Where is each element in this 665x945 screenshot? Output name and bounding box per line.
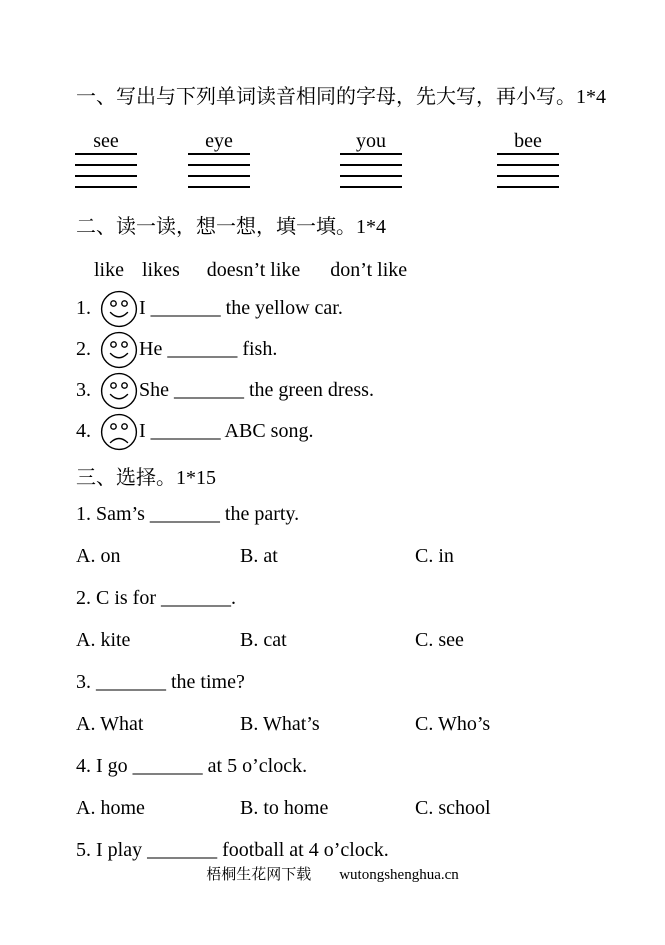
section2-title: 二、读一读，想一想，填一填。1*4 — [76, 216, 386, 238]
smiley-face-icon — [100, 331, 138, 369]
option-a: A. on — [76, 545, 121, 567]
word-block-eye — [188, 130, 250, 188]
question-1-options — [76, 546, 625, 566]
fill-item-2 — [76, 329, 625, 370]
frowny-face-icon — [100, 413, 138, 451]
word-block-you — [340, 130, 402, 188]
fill-item-1 — [76, 288, 625, 329]
word-label: you — [340, 130, 402, 155]
writing-line — [497, 166, 559, 177]
option-c: C. see — [415, 629, 464, 651]
writing-line — [340, 177, 402, 188]
item-sentence: I _______ the yellow car. — [139, 297, 343, 319]
item-number: 4. — [76, 420, 91, 442]
word-block-see — [75, 130, 137, 188]
option-c: C. school — [415, 797, 491, 819]
option-a: A. kite — [76, 629, 131, 651]
option-b: B. What’s — [240, 713, 320, 735]
writing-line — [188, 155, 250, 166]
question-5: 5. I play _______ football at 4 o’clock. — [76, 839, 389, 861]
item-sentence: She _______ the green dress. — [139, 379, 374, 401]
fill-item-3 — [76, 370, 625, 411]
question-3: 3. _______ the time? — [76, 671, 245, 693]
writing-line — [497, 155, 559, 166]
option-a: A. What — [76, 713, 144, 735]
option-c: C. in — [415, 545, 454, 567]
writing-line — [340, 155, 402, 166]
question-2-options — [76, 630, 625, 650]
option-b: B. cat — [240, 629, 287, 651]
question-4-options — [76, 798, 625, 818]
item-number: 1. — [76, 297, 91, 319]
word-bank — [94, 258, 625, 282]
footer-site-url: wutongshenghua.cn — [339, 867, 459, 883]
writing-line — [188, 166, 250, 177]
writing-line — [340, 166, 402, 177]
word-bank-item: like — [94, 259, 124, 281]
option-b: B. to home — [240, 797, 329, 819]
item-sentence: He _______ fish. — [139, 338, 278, 360]
item-sentence: I _______ ABC song. — [139, 420, 314, 442]
item-number: 2. — [76, 338, 91, 360]
writing-line — [497, 177, 559, 188]
writing-line — [75, 166, 137, 177]
writing-line — [75, 155, 137, 166]
word-block-bee — [497, 130, 559, 188]
word-bank-item: doesn’t like — [206, 259, 301, 281]
writing-line — [188, 177, 250, 188]
question-3-options — [76, 714, 625, 734]
section3-title: 三、选择。1*15 — [76, 467, 216, 489]
word-label: eye — [188, 130, 250, 155]
option-b: B. at — [240, 545, 278, 567]
footer-site-name: 梧桐生花网下载 — [206, 867, 312, 883]
smiley-face-icon — [100, 372, 138, 410]
question-4: 4. I go _______ at 5 o’clock. — [76, 755, 308, 777]
question-1: 1. Sam’s _______ the party. — [76, 503, 300, 525]
word-label: see — [75, 130, 137, 155]
writing-line — [75, 177, 137, 188]
footer — [0, 866, 665, 884]
word-bank-item: likes — [142, 259, 180, 281]
section1-word-blocks — [75, 130, 625, 188]
fill-item-4 — [76, 411, 625, 452]
smiley-face-icon — [100, 290, 138, 328]
question-2: 2. C is for _______. — [76, 587, 236, 609]
section1-title: 一、写出与下列单词读音相同的字母，先大写，再小写。1*4 — [76, 86, 606, 108]
item-number: 3. — [76, 379, 91, 401]
word-bank-item: don’t like — [330, 259, 408, 281]
option-c: C. Who’s — [415, 713, 491, 735]
option-a: A. home — [76, 797, 145, 819]
word-label: bee — [497, 130, 559, 155]
